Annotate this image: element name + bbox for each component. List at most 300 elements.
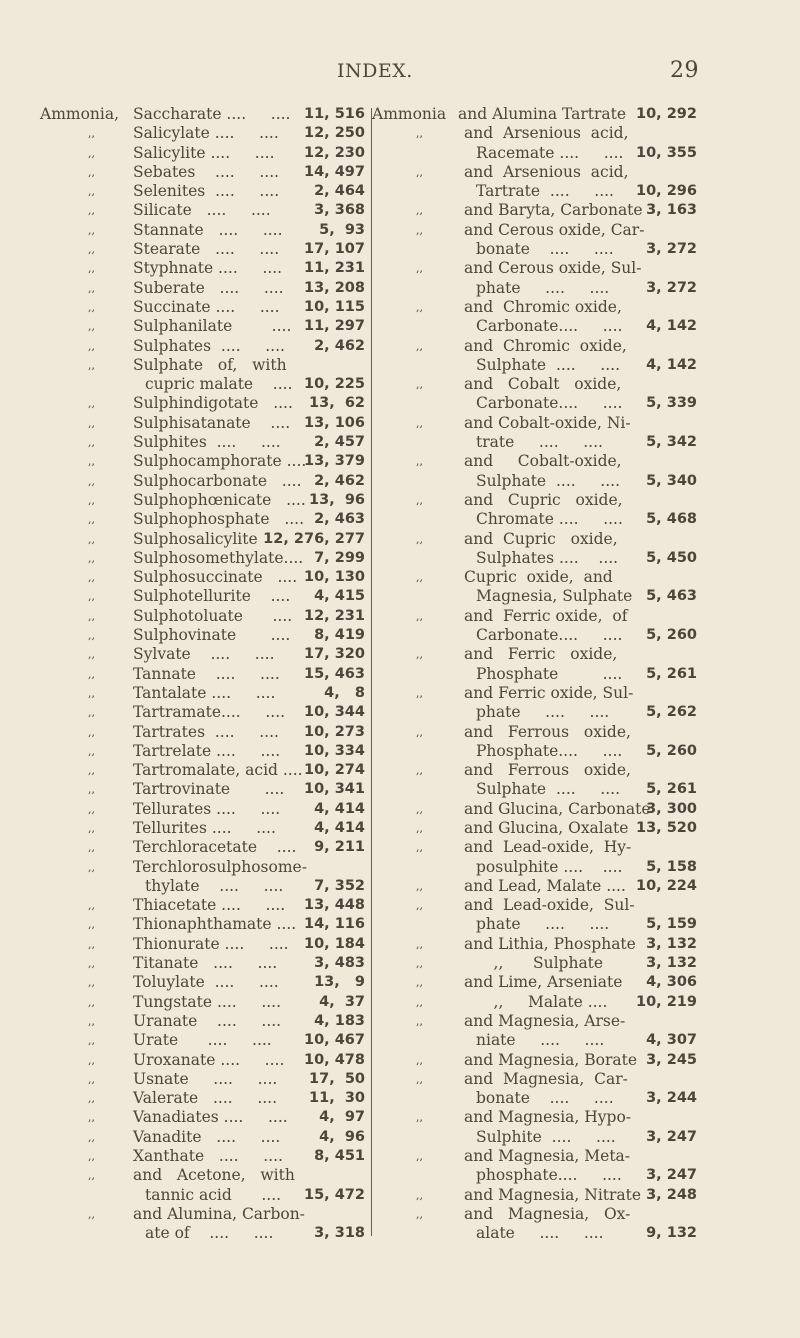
ditto-mark: ,, [88,841,95,855]
index-entry [372,645,697,664]
ditto-mark: ,, [88,686,95,700]
entry-text: Sulphate .... .... [476,780,621,799]
ditto-mark: ,, [416,957,423,971]
page-reference: 5, 262 [646,704,697,721]
page-reference: 10, 334 [303,742,365,759]
entry-text: Racemate .... .... [476,143,624,162]
entry-text: and Magnesia, Car- [464,1069,628,1088]
index-entry [372,279,697,298]
ditto-mark: ,, [88,320,95,334]
index-entry [40,317,365,336]
ditto-mark: ,, [88,648,95,662]
page-reference: 15, 463 [303,665,365,682]
ditto-mark: ,, [416,764,423,778]
ditto-mark: ,, [88,1111,95,1125]
ditto-mark: ,, [416,165,423,179]
index-entry [40,915,365,934]
page-reference: 13, 520 [635,819,697,836]
index-entry [40,645,365,664]
ditto-mark: ,, [88,571,95,585]
index-entry [372,375,697,394]
entry-text: Succinate .... .... [133,297,280,316]
entry-text: Sulphophosphate .... [133,510,305,529]
index-entry [372,201,697,220]
index-column-left [40,105,365,1244]
index-entry [40,1224,365,1243]
ditto-mark: ,, [88,957,95,971]
ditto-mark: ,, [88,243,95,257]
ditto-mark: ,, [88,127,95,141]
index-entry [40,993,365,1012]
page-reference: 14, 116 [303,916,365,933]
page-reference: 5, 260 [646,627,697,644]
page-reference: 5, 93 [319,221,365,238]
ditto-mark: ,, [88,802,95,816]
entry-text: Tellurites .... .... [133,818,276,837]
entry-text: Sulphophœnicate .... [133,490,306,509]
page-reference: 2, 462 [314,472,365,489]
page-reference: 14, 497 [303,163,365,180]
page-reference: 12, 231 [303,607,365,624]
ditto-mark: ,, [88,1034,95,1048]
index-entry [372,1128,697,1147]
index-entry [40,800,365,819]
entry-text: and Ferric oxide, [464,645,618,664]
ditto-mark: ,, [416,127,423,141]
page-reference: 13, 379 [303,453,365,470]
ditto-mark: ,, [88,551,95,565]
index-entry [372,1012,697,1031]
index-entry [40,394,365,413]
index-entry [40,472,365,491]
page-reference: 10, 344 [303,704,365,721]
ditto-mark: ,, [88,146,95,160]
index-entry [40,433,365,452]
page-reference: 4, 414 [314,800,365,817]
page-reference: 13, 448 [303,897,365,914]
ditto-mark: ,, [416,339,423,353]
entry-text: ate of .... .... [145,1224,274,1243]
entry-text: Xanthate .... .... [133,1147,283,1166]
page-reference: 10, 273 [303,723,365,740]
page-reference: 7, 352 [314,877,365,894]
page-reference: 9, 132 [646,1225,697,1242]
entry-text: Sulphindigotate .... [133,394,293,413]
index-entry [372,163,697,182]
entry-text: Sylvate .... .... [133,645,275,664]
ditto-mark: ,, [88,416,95,430]
index-entry [372,491,697,510]
ditto-mark: ,, [88,532,95,546]
page-reference: 9, 211 [314,839,365,856]
entry-text: thylate .... .... [145,876,284,895]
index-entry [40,703,365,722]
index-entry [372,124,697,143]
index-entry [372,877,697,896]
index-entry [40,298,365,317]
page-reference: 4, 96 [319,1128,365,1145]
entry-text: and Arsenious acid, [464,124,629,143]
entry-text: and Arsenious acid, [464,162,629,181]
page-reference: 2, 464 [314,183,365,200]
entry-text: Tannate .... .... [133,664,280,683]
ditto-mark: ,, [416,725,423,739]
page-reference: 2, 462 [314,337,365,354]
ditto-mark: ,, [416,532,423,546]
page-reference: 13, 208 [303,279,365,296]
ditto-mark: ,, [416,455,423,469]
index-entry [372,298,697,317]
ditto-mark: ,, [88,281,95,295]
index-entry [40,838,365,857]
index-entry [40,607,365,626]
ditto-mark: ,, [88,513,95,527]
ditto-mark: ,, [416,1111,423,1125]
ditto-mark: ,, [88,744,95,758]
index-entry [40,1051,365,1070]
entry-text: Salicylite .... .... [133,143,275,162]
ditto-mark: ,, [88,1053,95,1067]
page-reference: 10, 224 [635,877,697,894]
index-entry [40,375,365,394]
index-entry [372,105,697,124]
entry-text: and Magnesia, Borate [464,1050,638,1069]
entry-text: and Cobalt-oxide, Ni- [464,413,631,432]
page-reference: 3, 244 [646,1090,697,1107]
page-reference: 5, 340 [646,472,697,489]
page-reference: 7, 299 [314,549,365,566]
ditto-mark: ,, [88,937,95,951]
index-entry [40,124,365,143]
entry-text: posulphite .... .... [476,857,623,876]
index-entry [372,356,697,375]
entry-text: and Lead-oxide, Hy- [464,838,632,857]
page-reference: 3, 483 [314,955,365,972]
entry-text: and Alumina Tartrate [458,105,627,123]
ditto-mark: ,, [88,609,95,623]
entry-text: and Cobalt oxide, [464,375,622,394]
ditto-mark: ,, [416,1053,423,1067]
page-reference: 11, 30 [309,1090,365,1107]
entry-text: and Cobalt-oxide, [464,452,622,471]
page-reference: 5, 468 [646,511,697,528]
ditto-mark: ,, [88,590,95,604]
ditto-mark: ,, [88,1150,95,1164]
page-number: 29 [670,58,699,83]
ditto-mark: ,, [88,204,95,218]
entry-text: and Magnesia, Hypo- [464,1108,632,1127]
ditto-mark: ,, [416,686,423,700]
page-reference: 13, 96 [309,491,365,508]
page-reference: 3, 368 [314,202,365,219]
page-reference: 3, 248 [646,1186,697,1203]
ditto-mark: ,, [88,918,95,932]
page-reference: 12, 276, 277 [263,530,365,547]
ditto-mark: ,, [88,185,95,199]
entry-text: Silicate .... .... [133,201,271,220]
entry-text: Selenites .... .... [133,182,280,201]
page-reference: 10, 467 [303,1032,365,1049]
ditto-mark: ,, [416,609,423,623]
index-entry [40,356,365,375]
ditto-mark: ,, [88,995,95,1009]
index-entry [40,896,365,915]
entry-text: Tartramate.... .... [133,703,286,722]
page-reference: 3, 272 [646,241,697,258]
ditto-mark: ,, [88,358,95,372]
entry-text: Tartrate .... .... [476,182,614,201]
page-reference: 15, 472 [303,1186,365,1203]
ditto-mark: ,, [88,821,95,835]
page-reference: 3, 132 [646,935,697,952]
entry-text: and Chromic oxide, [464,297,622,316]
index-entry [372,954,697,973]
index-entry [40,530,365,549]
page-reference: 17, 320 [303,646,365,663]
entry-text: Carbonate.... .... [476,317,623,336]
page-reference: 12, 250 [303,125,365,142]
entry-text: Vanadite .... .... [133,1127,281,1146]
entry-text: Magnesia, Sulphate [476,587,633,606]
page-reference: 10, 478 [303,1051,365,1068]
entry-text: trate .... .... [476,433,603,452]
entry-text: Chromate .... .... [476,510,623,529]
entry-text: and Glucina, Carbonate [464,799,651,818]
index-entry [40,954,365,973]
entry-text: Sulphovinate .... [133,626,291,645]
entry-heading: Ammonia [372,105,447,123]
entry-text: Tungstate .... .... [133,992,282,1011]
index-entry [372,607,697,626]
index-entry [40,761,365,780]
index-entry [372,723,697,742]
index-entry [372,530,697,549]
index-entry [40,549,365,568]
ditto-mark: ,, [416,1188,423,1202]
entry-text: and Chromic oxide, [464,336,627,355]
entry-text: Saccharate .... .... [133,105,291,123]
entry-text: niate .... .... [476,1031,605,1050]
index-entry [40,1031,365,1050]
index-entry [372,549,697,568]
entry-text: Sebates .... .... [133,162,280,181]
page-reference: 3, 272 [646,279,697,296]
index-entry [372,703,697,722]
page-reference: 3, 163 [646,202,697,219]
page-reference: 3, 132 [646,955,697,972]
page-reference: 4, 306 [646,974,697,991]
ditto-mark: ,, [88,706,95,720]
entry-text: and Cupric oxide, [464,490,623,509]
ditto-mark: ,, [416,821,423,835]
index-entry [40,452,365,471]
entry-text: and Cupric oxide, [464,529,618,548]
index-entry [372,1166,697,1185]
index-entry [40,221,365,240]
index-entry [40,1070,365,1089]
index-entry [372,414,697,433]
index-entry [372,684,697,703]
entry-text: and Lead, Malate .... [464,876,626,895]
index-entry [372,665,697,684]
ditto-mark: ,, [88,455,95,469]
index-entry [372,1224,697,1243]
page-reference: 5, 260 [646,742,697,759]
entry-text: Tartrelate .... .... [133,741,281,760]
index-entry [40,240,365,259]
page-reference: 10, 225 [303,376,365,393]
page-reference: 10, 341 [303,781,365,798]
page-reference: 17, 50 [309,1070,365,1087]
page-reference: 5, 159 [646,916,697,933]
index-entry [372,433,697,452]
index-column-right [372,105,697,1244]
entry-text: Stannate .... .... [133,220,283,239]
index-entry [40,105,365,124]
entry-text: Sulphate of, with [133,355,287,374]
entry-text: and Ferric oxide, Sul- [464,683,634,702]
page-reference: 10, 130 [303,569,365,586]
index-entry [372,1051,697,1070]
entry-text: Toluylate .... .... [133,973,279,992]
ditto-mark: ,, [88,474,95,488]
entry-text: Thionaphthamate .... [133,915,297,934]
entry-text: Sulphites .... .... [133,433,281,452]
page-reference: 3, 300 [646,800,697,817]
entry-text: Usnate .... .... [133,1069,278,1088]
page-reference: 4, 415 [314,588,365,605]
index-entry [372,144,697,163]
page-reference: 10, 296 [635,183,697,200]
ditto-mark: ,, [416,879,423,893]
index-entry [372,1089,697,1108]
entry-heading: Ammonia, [40,105,120,123]
entry-text: and Ferrous oxide, [464,761,631,780]
entry-text: ,, Malate .... [464,992,608,1011]
entry-text: and Magnesia, Meta- [464,1147,631,1166]
entry-text: Sulphisatanate .... [133,413,291,432]
ditto-mark: ,, [416,223,423,237]
entry-text: Terchloracetate .... [133,838,297,857]
index-entry [372,240,697,259]
page-reference: 3, 245 [646,1051,697,1068]
entry-text: Carbonate.... .... [476,394,623,413]
index-entry [40,182,365,201]
entry-text: Tartrates .... .... [133,722,279,741]
entry-text: and Lithia, Phosphate [464,934,636,953]
entry-text: Tellurates .... .... [133,799,281,818]
index-entry [40,201,365,220]
entry-text: phate .... .... [476,703,610,722]
entry-text: Phosphate.... .... [476,741,623,760]
entry-text: Sulphotellurite .... [133,587,291,606]
entry-text: Uranate .... .... [133,1011,282,1030]
ditto-mark: ,, [416,493,423,507]
entry-text: cupric malate .... [145,375,293,394]
entry-text: Urate .... .... [133,1031,272,1050]
index-entry [372,993,697,1012]
index-entry [40,819,365,838]
ditto-mark: ,, [416,204,423,218]
index-entry [372,394,697,413]
ditto-mark: ,, [88,493,95,507]
ditto-mark: ,, [416,1207,423,1221]
index-entry [40,587,365,606]
index-entry [40,259,365,278]
index-entry [40,1089,365,1108]
page-reference: 5, 450 [646,549,697,566]
entry-text: Sulphanilate .... [133,317,292,336]
index-entry [372,510,697,529]
page-reference: 5, 342 [646,434,697,451]
ditto-mark: ,, [416,1072,423,1086]
index-entry [372,761,697,780]
ditto-mark: ,, [88,165,95,179]
page-reference: 3, 318 [314,1225,365,1242]
entry-text: bonate .... .... [476,1089,614,1108]
entry-text: Tartrovinate .... [133,780,285,799]
page-reference: 5, 261 [646,781,697,798]
entry-text: and Magnesia, Ox- [464,1204,631,1223]
ditto-mark: ,, [88,860,95,874]
index-entry [40,742,365,761]
page-reference: 11, 297 [303,318,365,335]
entry-text: and Cerous oxide, Car- [464,220,645,239]
entry-text: ,, Sulphate [464,954,604,973]
ditto-mark: ,, [416,1014,423,1028]
ditto-mark: ,, [88,1207,95,1221]
index-entry [372,742,697,761]
entry-text: Stearate .... .... [133,240,280,259]
page-reference: 8, 451 [314,1148,365,1165]
ditto-mark: ,, [88,262,95,276]
index-entry [372,1147,697,1166]
entry-text: Salicylate .... .... [133,124,279,143]
ditto-mark: ,, [88,397,95,411]
page-reference: 10, 274 [303,762,365,779]
entry-text: Suberate .... .... [133,278,284,297]
entry-text: phosphate.... .... [476,1166,622,1185]
ditto-mark: ,, [416,416,423,430]
ditto-mark: ,, [416,262,423,276]
index-entry [40,684,365,703]
index-entry [372,587,697,606]
index-entry [40,973,365,992]
ditto-mark: ,, [416,378,423,392]
entry-text: Sulphocamphorate .... [133,452,307,471]
index-entry [40,626,365,645]
index-entry [372,1186,697,1205]
ditto-mark: ,, [88,1130,95,1144]
page-reference: 3, 247 [646,1128,697,1145]
page-reference: 4, 142 [646,318,697,335]
entry-text: Carbonate.... .... [476,626,623,645]
entry-text: Sulphates .... .... [476,548,619,567]
index-entry [372,221,697,240]
ditto-mark: ,, [416,1150,423,1164]
index-entry [372,337,697,356]
ditto-mark: ,, [88,764,95,778]
index-entry [372,915,697,934]
page-reference: 11, 516 [303,106,365,122]
page-reference: 10, 355 [635,144,697,161]
ditto-mark: ,, [88,339,95,353]
entry-text: Tantalate .... .... [133,683,276,702]
ditto-mark: ,, [88,1092,95,1106]
page-reference: 10, 115 [303,298,365,315]
index-entry [372,935,697,954]
ditto-mark: ,, [88,300,95,314]
